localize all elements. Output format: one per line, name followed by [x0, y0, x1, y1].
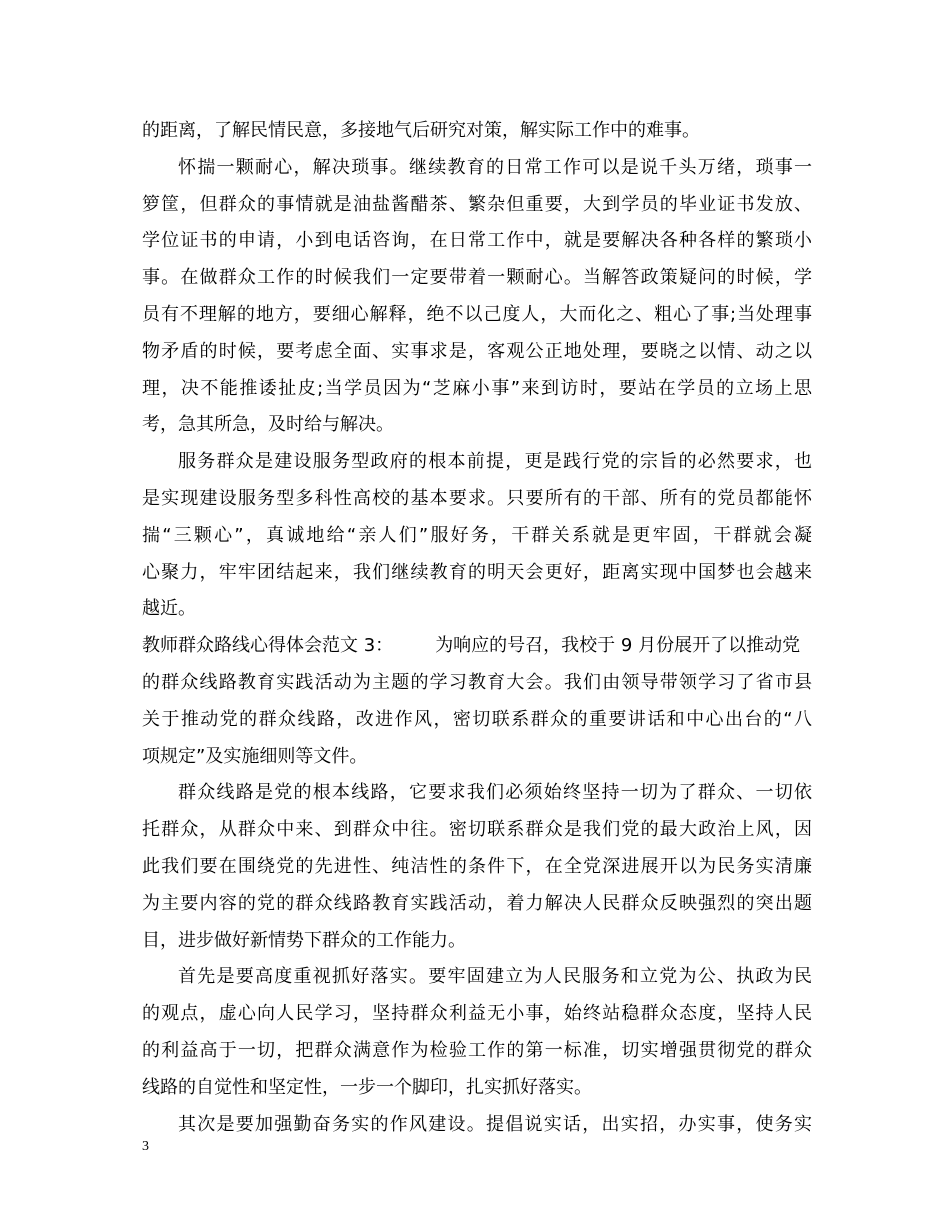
text-line: 首先是要高度重视抓好落实。要牢固建立为人民服务和立党为公、执政为民: [178, 966, 812, 988]
text-line: 箩筐，但群众的事情就是油盐酱醋茶、繁杂但重要，大到学员的毕业证书发放、: [142, 193, 812, 215]
text-line: 的距离，了解民情民意，多接地气后研究对策，解实际工作中的难事。: [142, 120, 700, 141]
page-number: 3: [142, 1139, 149, 1154]
text-line: 为响应的号召，我校于 9 月份展开了以推动党: [435, 635, 801, 657]
text-line: 员有不理解的地方，要细心解释，绝不以己度人，大而化之、粗心了事;当处理事: [142, 303, 812, 325]
text-line: 怀揣一颗耐心，解决琐事。继续教育的日常工作可以是说千头万绪，琐事一: [178, 156, 812, 178]
text-line: 关于推动党的群众线路，改进作风，密切联系群众的重要讲话和中心出台的“八: [142, 708, 812, 730]
section-line: [142, 628, 812, 665]
text-line: 的观点，虚心向人民学习，坚持群众利益无小事，始终站稳群众态度，坚持人民: [142, 1003, 812, 1025]
text-line: 项规定”及实施细则等文件。: [142, 745, 368, 767]
section-heading: 教师群众路线心得体会范文 3：: [142, 635, 394, 657]
text-line: 物矛盾的时候，要考虑全面、实事求是，客观公正地处理，要晓之以情、动之以: [142, 340, 812, 362]
document-body: [142, 113, 812, 1143]
text-line: 其次是要加强勤奋务实的作风建设。提倡说实话，出实招，办实事，使务实: [178, 1113, 812, 1135]
text-line: 考，急其所急，及时给与解决。: [142, 414, 394, 436]
text-line: 揣“三颗心”，真诚地给“亲人们”服好务，干群关系就是更牢固，干群就会凝: [142, 524, 812, 546]
text-line: 的群众线路教育实践活动为主题的学习教育大会。我们由领导带领学习了省市县: [142, 671, 812, 693]
text-line: 学位证书的申请，小到电话咨询，在日常工作中，就是要解决各种各样的繁琐小: [142, 230, 812, 252]
text-line: 为主要内容的党的群众线路教育实践活动，着力解决人民群众反映强烈的突出题: [142, 892, 812, 914]
text-line: 事。在做群众工作的时候我们一定要带着一颗耐心。当解答政策疑问的时候，学: [142, 267, 812, 289]
text-line: 托群众，从群众中来、到群众中往。密切联系群众是我们党的最大政治上风，因: [142, 819, 812, 841]
text-line: 心聚力，牢牢团结起来，我们继续教育的明天会更好，距离实现中国梦也会越来: [142, 561, 812, 583]
text-line: 线路的自觉性和坚定性，一步一个脚印，扎实抓好落实。: [142, 1076, 592, 1098]
text-line: 的利益高于一切，把群众满意作为检验工作的第一标准，切实增强贯彻党的群众: [142, 1039, 812, 1061]
text-line: 此我们要在围绕党的先进性、纯洁性的条件下，在全党深进展开以为民务实清廉: [142, 855, 812, 877]
text-line: 目，进步做好新情势下群众的工作能力。: [142, 929, 466, 951]
text-line: 理，决不能推诿扯皮;当学员因为“芝麻小事”来到访时，要站在学员的立场上思: [142, 377, 812, 399]
text-line: 服务群众是建设服务型政府的根本前提，更是践行党的宗旨的必然要求，也: [178, 451, 812, 473]
text-line: 越近。: [142, 598, 196, 620]
text-line: 群众线路是党的根本线路，它要求我们必须始终坚持一切为了群众、一切依: [178, 782, 812, 804]
text-line: 是实现建设服务型多科性高校的基本要求。只要所有的干部、所有的党员都能怀: [142, 487, 812, 509]
